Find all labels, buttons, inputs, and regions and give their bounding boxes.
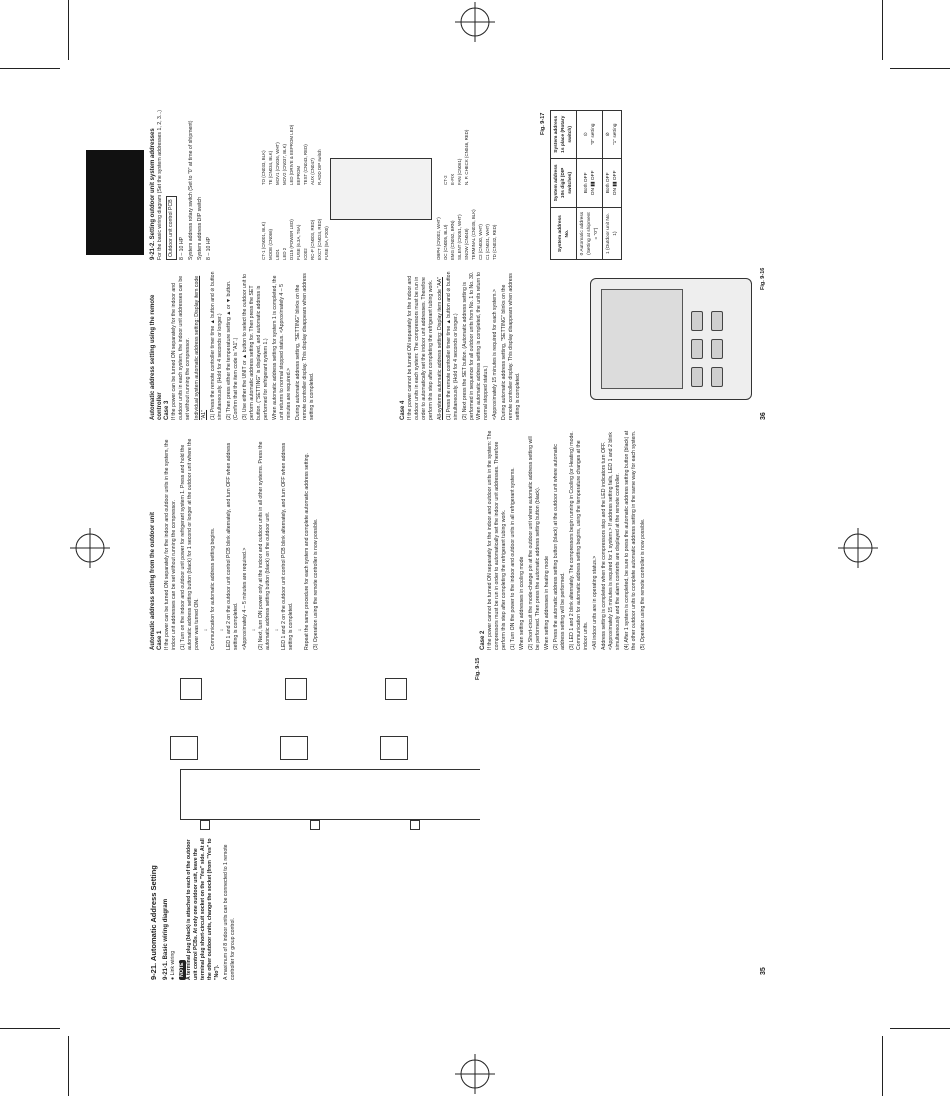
pcb-callout: IC002: [303, 248, 308, 260]
outdoor-unit: [380, 736, 408, 760]
case2-intro: If the power cannot be turned ON separately for the indoor and outdoor units in the system: The compressors must be run in order to automatically set the indoor unit addresses. Therefore perform this step after completing the refrigerant tubing work.: [487, 430, 507, 650]
case3-step: During automatic address setting, "SETTING" blinks on the remote controller display. This display disappears when address setting is completed.: [295, 273, 315, 420]
pcb-callout: MOV1 (CN036, WHT): [275, 142, 280, 185]
pcb-callout: LED 2: [282, 247, 287, 260]
case2-step: When setting addresses in heating mode: [544, 555, 550, 650]
outdoor-heading: Automatic address setting from the outdoor unit: [150, 511, 156, 650]
page-35-col-1: [150, 830, 239, 980]
subsection-title: 9-21-1. Basic wiring diagram: [163, 898, 169, 980]
outdoor-unit: [280, 736, 308, 760]
case2-step: (1) Turn ON the power to the indoor and outdoor units in all refrigerant systems.: [510, 467, 516, 650]
case1-step: LED 1 and 2 on the outdoor unit control PCB blink alternately, and turn OFF when address setting is completed.: [226, 442, 239, 650]
manual-spread: [150, 110, 780, 980]
indoor-unit: [285, 678, 307, 700]
pcb-callout: E-FIX: [450, 173, 455, 185]
pcb-callout: SILENT (CN051, WHT): [457, 214, 462, 260]
indoor-unit: [385, 678, 407, 700]
arrow-down-icon: ↓: [219, 628, 225, 632]
pcb-label: Outdoor unit control PCB: [166, 196, 177, 260]
crop-mark: [882, 0, 883, 60]
case3-step: (2) Then press either the temperature setting ▲ or ▼ button. (Confirm that the item code is "A1".): [226, 280, 239, 420]
case2-step: <All indoor units are in operating status.>: [592, 555, 598, 650]
note-max-text: A maximum of 8 indoor units can be connected to 1 remote controller for group control.: [223, 844, 236, 980]
registration-mark: [455, 2, 495, 42]
pcb-callout: TO (CN033, BLK): [261, 150, 266, 185]
case1-step: LED 1 and 2 on the outdoor unit control PCB blink alternately, and turn OFF when address setting is completed.: [281, 442, 294, 650]
table-header: System address 10s digit (DIP switches): [551, 158, 577, 208]
case3-item: Individual system automatic address setting: Display item code "A1": [194, 275, 207, 420]
system-address-table: [550, 110, 622, 260]
pcb-callout: C1 (CN031, WHT): [485, 224, 490, 260]
system-intro: For the basic wiring diagram (Set the system addresses 1, 2, 3...): [157, 110, 163, 260]
case3-step: (1) Press the remote controller timer time ▲ button and ⊘ button simultaneously. (Hold for 4 seconds or longer.): [210, 271, 223, 420]
link-wiring-bullet: ● Link wiring: [170, 950, 176, 980]
crop-mark: [68, 0, 69, 60]
figure-label: Fig. 9-15: [475, 657, 481, 680]
crop-mark: [68, 1036, 69, 1096]
crop-mark: [0, 68, 60, 69]
outdoor-unit: [170, 736, 198, 760]
pcb-callout: OBPH (CN002, WHT): [436, 217, 441, 260]
page-35-col-3: [480, 430, 649, 650]
case2-step: (4) After 1 system is completed, be sure to press the automatic address setting button (black) at the other outdoor units to complete automatic address setting in the same way for each system.: [624, 430, 637, 650]
pcb-callout: FUSE (6.3A, T6A): [296, 224, 301, 260]
case2-label: Case 2: [480, 630, 486, 650]
remote-heading: Automatic address setting using the remote controller: [150, 294, 163, 420]
rotary-switch-icon: ⊙: [583, 132, 589, 137]
case2-step: (2) Press the automatic address setting button (black) at the outdoor unit where automatic address setting will be performed.: [553, 444, 566, 650]
arrow-down-icon: ↓: [274, 628, 280, 632]
pcb-callout: R.ADD DIP switch: [317, 149, 322, 185]
crop-mark: [890, 68, 950, 69]
section-tab: [86, 150, 144, 255]
arrow-down-icon: ↓: [203, 628, 209, 632]
page-36-col-1: [150, 270, 318, 420]
table-row: [603, 111, 622, 260]
pcb-callout: MOV2 (CN037, BLK): [282, 144, 287, 185]
pcb-callout: N. P. CHECK (CN046, RED): [464, 129, 469, 185]
pcb-callout: TEST (CN043, RED): [303, 144, 308, 185]
case1-step: <Approximately 4 – 5 minutes are required.>: [242, 547, 248, 650]
case3-step: (3) Use either the UNIT or ▲ button to select the outdoor unit to perform automatic address setting for. Then press the SET button. ("SETTING" is displayed, and automatic address is performed for refrigerant system 1.): [242, 273, 269, 420]
arrow-down-icon: ↓: [251, 628, 257, 632]
case1-step: Communication for automatic address setting begins.: [210, 527, 216, 650]
case4-intro: If the power cannot be turned ON separately for the indoor and outdoor units in each system: The compressors must be run in order to automatically set the indoor unit addresses. Therefore perform this step after completing the refrigerant tubing work.: [407, 275, 434, 420]
wiring-diagram: [150, 657, 481, 830]
case4-step: During automatic address setting, "SETTING" blinks on the remote controller display. This display disappears when address setting is completed.: [501, 273, 521, 420]
table-cell: Both OFF ON ▮▮ OFF: [603, 158, 622, 208]
figure-label: Fig. 9-17: [540, 112, 546, 135]
case4-step: (2) Next press the SET button. (Automatic address setting is performed in sequence for all outdoor units from No. 1 to No. 30. When automatic address setting is completed, the units return to normal stopped status.): [462, 271, 489, 420]
pcb-diagram: [260, 110, 500, 260]
pcb-callout: AUX (CN047): [310, 158, 315, 185]
pcb-callout: C2 (CN030, WHT): [478, 224, 483, 260]
registration-mark: [455, 1054, 495, 1094]
case4-item: All-systems automatic address setting: Display item code "AA": [437, 277, 443, 420]
remote-controller: [200, 820, 210, 830]
page-number: 36: [760, 412, 767, 420]
case4-step: <Approximately 15 minutes is required for each system.>: [492, 289, 498, 420]
dip-switch-icon: ▮▮: [590, 181, 596, 187]
switch-caption: System address rotary switch (Set to "0" at time of shipment): [188, 120, 194, 260]
pcb-callout: TD (CN032, RED): [492, 224, 497, 260]
page-number: 35: [760, 967, 767, 975]
crop-mark: [882, 1036, 883, 1096]
case1-intro: If the power can be turned ON separately for the indoor and outdoor units in the system, the indoor unit addresses can be set without running the compressor.: [164, 439, 177, 650]
rotary-switch-icon: ⊘: [606, 132, 611, 137]
pcb-callout: OC (CN005, BLU): [443, 224, 448, 260]
registration-mark: [70, 528, 110, 568]
registration-mark: [838, 528, 878, 568]
table-cell: ⊙ "0" setting: [577, 111, 603, 159]
pcb-callout: TERMINAL (CN035, BLK): [471, 209, 476, 260]
case1-step: Repeat the same procedure for each system and complete automatic address setting.: [304, 453, 310, 650]
case2-step: When setting addresses in cooling mode: [519, 556, 525, 650]
pcb-callout: EXCT (CN024, RED): [317, 218, 322, 260]
table-cell: Both OFF ON ▮▮ OFF: [577, 158, 603, 208]
page-36-col-2: [400, 270, 524, 420]
hp-label: 8 – 10 HP: [206, 236, 212, 260]
page-36-col-3: [150, 110, 215, 260]
remote-controller: [410, 820, 420, 830]
pcb-callout: LED1: [275, 249, 280, 260]
pcb-callout: FUSE (5A, F200): [324, 226, 329, 260]
pcb-callout: TE (CN034, BLK): [268, 150, 273, 185]
table-row: [577, 111, 603, 260]
figure-label: Fig. 9-16: [760, 267, 766, 290]
case1-step: (1) Turn on the indoor and outdoor unit power for refrigerant system 1. Press and hold the automatic address setting button (black) for 1 second or longer at the outdoor unit where the power was turned ON.: [180, 438, 200, 650]
page-35-col-2: [150, 430, 322, 650]
pcb-callout: D115 (POWER LED): [289, 219, 294, 260]
arrow-down-icon: ↓: [297, 628, 303, 632]
case4-label: Case 4: [400, 400, 406, 420]
section-title: 9-21. Automatic Address Setting: [149, 865, 158, 980]
case1-step: (2) Next, turn ON power only at the indoor and outdoor units in all other systems. Press the automatic address setting button (black) on the outdoor unit.: [258, 441, 271, 650]
pcb-callout: EEPROM: [296, 165, 301, 185]
case3-step: When automatic address setting for system 1 is completed, the unit returns to normal stopped status. <Approximately 4 – 5 minutes are required.>: [272, 275, 292, 420]
case4-step: (1) Press the remote controller timer time ▲ button and ⊘ button simultaneously. (Hold for 4 seconds or longer.): [446, 271, 459, 420]
case2-step: (3) LED 1 and 2 blink alternately. The compressors begin running in Cooling (or Heating) mode. Communication for automatic address setting begins, using the temperature changes at the indoor units.: [569, 431, 589, 650]
table-cell: 1 (Outdoor unit No. 1): [603, 208, 622, 260]
pcb-callout: LED (DRIVE & EEPROM LED): [289, 124, 294, 185]
pcb-callout: CT-1 (CN001, BLK): [261, 221, 266, 260]
pcb-callout: CT-2: [443, 175, 448, 185]
dip-switch-icon: ▮▮: [613, 181, 618, 187]
dip-caption: System address DIP switch: [197, 196, 203, 260]
case1-step: (3) Operation using the remote controller is now possible.: [313, 518, 319, 650]
note-text: A terminal plug (black) is attached to each of the outdoor unit control PCBs. At only one outdoor unit, leave the terminal plug short-circuit socket on the "Yes" side. At all the other outdoor units, change the socket (from "Yes" to "No").: [186, 838, 220, 980]
pcb-callout: SNOW (CN048): [464, 228, 469, 260]
note-badge: NOTE: [179, 960, 186, 980]
crop-mark: [890, 1028, 950, 1029]
case2-step: (5) Operation using the remote controller is now possible.: [640, 518, 646, 650]
pcb-callout: EMG (CN052, BRN): [450, 220, 455, 260]
pcb-callout: RC-P (CN003, RED): [310, 219, 315, 260]
case3-intro: If the power can be turned ON separately for the indoor and outdoor units in each system, the indoor unit addresses can be set without running the compressor.: [171, 275, 191, 420]
system-heading: 9-21-2. Setting outdoor unit system addresses: [150, 128, 156, 260]
hp-label: 8 – 10 HP: [179, 236, 185, 260]
case2-step: Address setting is completed when the compressors stop and the LED indicators turn OFF. <Approximately 15 minutes is required for 1 system.> If address setting fails, LED 1 and 2 blink simultaneously and the alarm contents are displayed at the remote controller.: [601, 432, 621, 650]
table-cell: ⊘ "1" setting: [603, 111, 622, 159]
case1-label: Case 1: [157, 630, 163, 650]
table-header: System address 1s place (Rotary switch): [551, 111, 577, 159]
pcb-board: [330, 158, 432, 220]
case2-step: (2) Short-circuit the mode-change pin at the outdoor unit where automatic address setting will be performed. Then press the automatic address setting button (black).: [528, 436, 541, 650]
table-header: System address No.: [551, 208, 577, 260]
pcb-callout: FAN (CN061): [457, 158, 462, 185]
indoor-unit: [180, 678, 202, 700]
crop-mark: [0, 1028, 60, 1029]
case3-label: Case 3: [164, 400, 170, 420]
table-cell: 0 Automatic address (Setting at shipment = "0"): [577, 208, 603, 260]
pcb-callout: MODE (CN066): [268, 229, 273, 260]
remote-controller-illustration: [590, 278, 752, 400]
remote-controller: [310, 820, 320, 830]
